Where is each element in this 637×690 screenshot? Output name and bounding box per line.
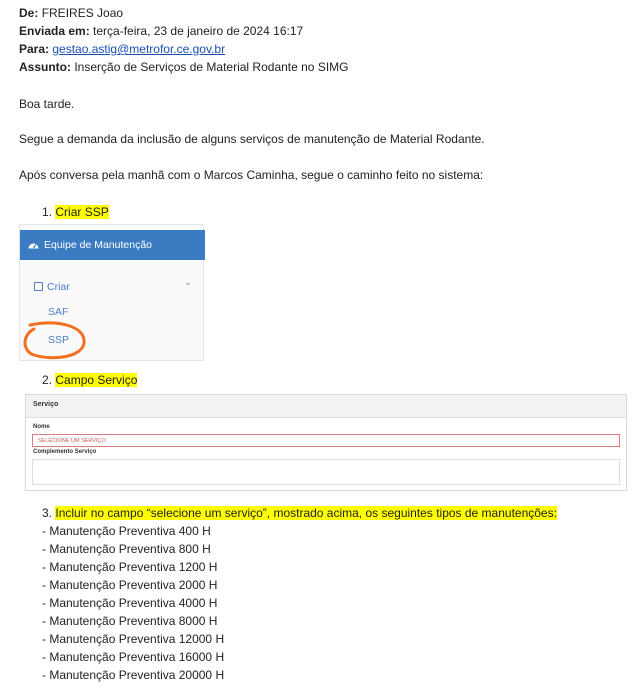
- list-item: - Manutenção Preventiva 16000 H: [42, 650, 225, 664]
- complemento-input[interactable]: [32, 459, 620, 485]
- servico-title: Serviço: [33, 401, 59, 408]
- edit-icon: [34, 282, 43, 291]
- to-label: Para:: [19, 42, 50, 56]
- to-email-link[interactable]: gestao.astig@metrofor.ce.gov.br: [52, 42, 226, 56]
- paragraph-2: Após conversa pela manhã com o Marcos Caminha, segue o caminho feito no sistema:: [19, 168, 484, 182]
- sent-line: [19, 23, 303, 39]
- list-item: - Manutenção Preventiva 2000 H: [42, 578, 218, 592]
- sidebar-item-ssp[interactable]: SSP: [48, 334, 70, 346]
- complemento-label: Complemento Serviço: [33, 449, 97, 455]
- servico-screenshot: [25, 394, 627, 491]
- servico-select[interactable]: SELECIONE UM SERVIÇO: [32, 434, 620, 447]
- list-item: - Manutenção Preventiva 800 H: [42, 542, 211, 556]
- sent-label: Enviada em:: [19, 24, 90, 38]
- sent-value: terça-feira, 23 de janeiro de 2024 16:17: [93, 24, 304, 38]
- list-item: - Manutenção Preventiva 1200 H: [42, 560, 218, 574]
- list-item: - Manutenção Preventiva 12000 H: [42, 632, 225, 646]
- step-3: [42, 505, 557, 521]
- sidebar-header-label: Equipe de Manutenção: [44, 239, 152, 251]
- subject-line: [19, 59, 348, 75]
- list-item: - Manutenção Preventiva 400 H: [42, 524, 211, 538]
- highlight-circle-annotation: [20, 321, 88, 361]
- greeting: Boa tarde.: [19, 97, 75, 111]
- subject-label: Assunto:: [19, 60, 71, 74]
- dashboard-icon: [28, 240, 39, 249]
- list-item: - Manutenção Preventiva 20000 H: [42, 668, 225, 682]
- step-3-number: 3.: [42, 506, 53, 520]
- step-1: [42, 204, 109, 220]
- step-2-number: 2.: [42, 373, 53, 387]
- step-1-text: Criar SSP: [55, 205, 109, 219]
- criar-label: Criar: [47, 281, 70, 293]
- subject-value: Inserção de Serviços de Material Rodante no SIMG: [74, 60, 349, 74]
- list-item: - Manutenção Preventiva 4000 H: [42, 596, 218, 610]
- sidebar-header[interactable]: [20, 230, 205, 260]
- from-label: De:: [19, 6, 39, 20]
- step-2-text: Campo Serviço: [55, 373, 138, 387]
- step-1-number: 1.: [42, 205, 53, 219]
- from-line: [19, 5, 123, 21]
- paragraph-1: Segue a demanda da inclusão de alguns serviços de manutenção de Material Rodante.: [19, 132, 485, 146]
- from-value: FREIRES Joao: [41, 6, 124, 20]
- servico-title-bar: [26, 395, 626, 418]
- sidebar-item-saf[interactable]: SAF: [48, 306, 69, 318]
- step-2: [42, 372, 137, 388]
- chevron-down-icon[interactable]: ⌄: [184, 277, 193, 288]
- nome-label: Nome: [33, 424, 50, 430]
- to-line: [19, 41, 225, 57]
- list-item: - Manutenção Preventiva 8000 H: [42, 614, 218, 628]
- step-3-text: Incluir no campo “selecione um serviço”, mostrado acima, os seguintes tipos de manutenções:: [55, 506, 557, 520]
- sidebar-item-criar[interactable]: [34, 281, 70, 293]
